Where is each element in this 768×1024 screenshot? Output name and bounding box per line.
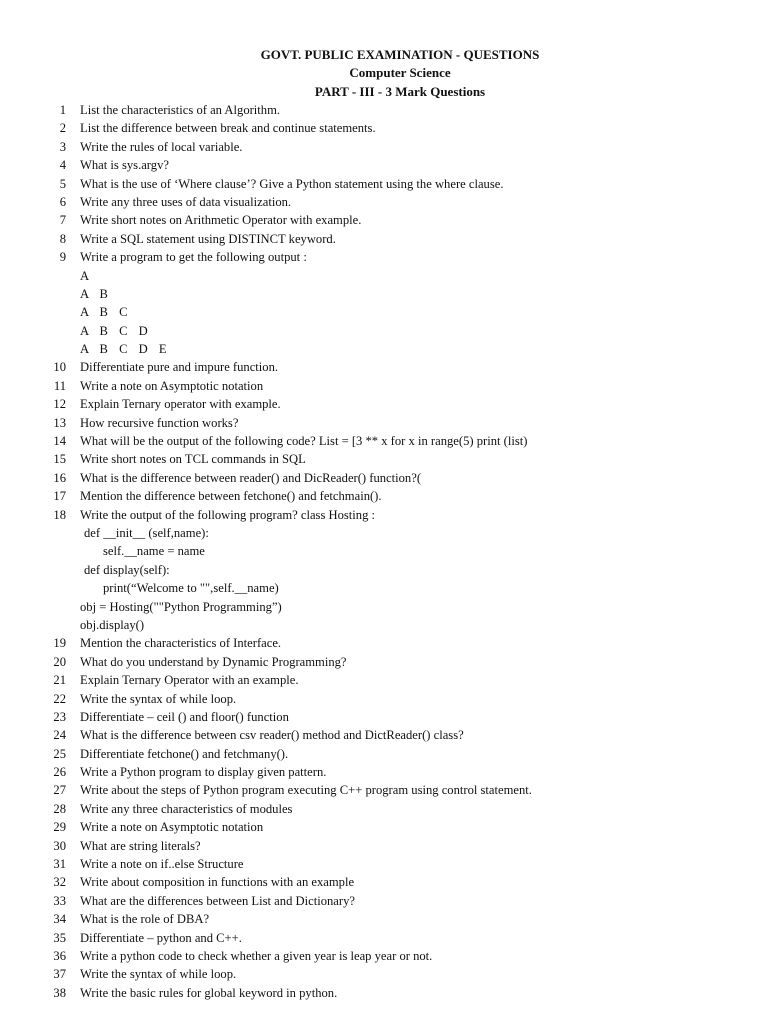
question-item <box>0 414 768 432</box>
code-text: print(“Welcome to "",self.__name) <box>103 581 279 596</box>
question-text: List the characteristics of an Algorithm. <box>80 103 281 117</box>
question-text: Write a note on Asymptotic notation <box>80 820 264 835</box>
question-item <box>0 818 768 836</box>
question-item <box>0 726 768 744</box>
question-number: 1 <box>59 103 66 117</box>
question-item <box>0 910 768 928</box>
pattern-line <box>0 322 768 340</box>
question-text: What is sys.argv? <box>80 158 169 173</box>
question-number: 13 <box>53 415 66 430</box>
pattern-line <box>0 340 768 358</box>
question-number: 29 <box>53 820 66 835</box>
question-text: What is the difference between csv reader() method and DictReader() class? <box>80 728 464 743</box>
question-item <box>0 377 768 395</box>
question-text: Write the syntax of while loop. <box>80 967 237 982</box>
question-number: 24 <box>53 728 66 743</box>
question-text: What are the differences between List and Dictionary? <box>80 893 355 908</box>
pattern-line <box>0 285 768 303</box>
paper-subject: Computer Science <box>349 65 451 81</box>
question-number: 23 <box>53 709 66 724</box>
question-number: 8 <box>59 231 66 246</box>
question-item <box>0 156 768 174</box>
question-item <box>0 395 768 413</box>
question-text: Mention the difference between fetchone() and fetchmain(). <box>80 489 382 504</box>
question-item <box>0 193 768 211</box>
question-item <box>0 763 768 781</box>
question-text: What is the use of ‘Where clause’? Give a Python statement using the where clause. <box>80 176 504 191</box>
question-item <box>0 469 768 487</box>
question-number: 16 <box>53 470 66 485</box>
question-number: 5 <box>59 176 66 191</box>
question-text: Explain Ternary Operator with an example. <box>80 673 299 688</box>
question-text: Write short notes on TCL commands in SQL <box>80 452 306 467</box>
question-number: 31 <box>53 857 66 872</box>
question-number: 12 <box>53 397 66 412</box>
question-item <box>0 690 768 708</box>
question-text: Write the syntax of while loop. <box>80 691 237 706</box>
question-item <box>0 947 768 965</box>
question-item <box>0 837 768 855</box>
question-number: 26 <box>53 765 66 780</box>
question-text: Write the rules of local variable. <box>80 139 243 154</box>
question-item <box>0 965 768 983</box>
question-text: What is the difference between reader() and DicReader() function?( <box>80 470 422 485</box>
pattern-line <box>0 303 768 321</box>
question-item <box>0 175 768 193</box>
question-text: Write a note on if..else Structure <box>80 857 244 872</box>
code-text: obj = Hosting(""Python Programming”) <box>80 599 282 614</box>
question-item <box>0 855 768 873</box>
question-number: 27 <box>53 783 66 798</box>
question-text: What are string literals? <box>80 838 201 853</box>
code-line <box>0 542 768 560</box>
question-text: Mention the characteristics of Interface. <box>80 636 282 651</box>
question-number: 11 <box>53 378 66 393</box>
question-number: 15 <box>53 452 66 467</box>
question-item <box>0 708 768 726</box>
code-line <box>0 598 768 616</box>
question-text: Write the basic rules for global keyword in python. <box>80 985 338 1000</box>
question-item <box>0 358 768 376</box>
question-text: Write a SQL statement using DISTINCT keyword. <box>80 231 336 246</box>
code-line <box>0 561 768 579</box>
question-number: 18 <box>53 507 66 522</box>
question-number: 25 <box>53 746 66 761</box>
question-item <box>0 101 768 119</box>
question-number: 19 <box>53 636 66 651</box>
question-item <box>0 873 768 891</box>
question-number: 33 <box>53 893 66 908</box>
question-list <box>0 101 768 1002</box>
question-item <box>0 745 768 763</box>
question-text: What will be the output of the following code? List = [3 ** x for x in range(5) print (list) <box>80 434 528 449</box>
code-text: self.__name = name <box>103 544 205 559</box>
question-item <box>0 119 768 137</box>
question-number: 10 <box>53 360 66 375</box>
pattern-line <box>0 267 768 285</box>
question-item <box>0 450 768 468</box>
question-number: 21 <box>53 673 66 688</box>
question-number: 6 <box>59 194 66 209</box>
code-line <box>0 616 768 634</box>
question-text: What do you understand by Dynamic Programming? <box>80 654 347 669</box>
question-number: 17 <box>53 489 66 504</box>
question-text: Write short notes on Arithmetic Operator with example. <box>80 213 362 228</box>
question-number: 3 <box>59 139 66 154</box>
question-text: List the difference between break and continue statements. <box>80 121 376 136</box>
question-text: Explain Ternary operator with example. <box>80 397 281 412</box>
question-item <box>0 506 768 524</box>
question-text: Write about the steps of Python program executing C++ program using control statement. <box>80 783 532 798</box>
question-text: Write the output of the following program? class Hosting : <box>80 507 376 522</box>
question-text: Write a note on Asymptotic notation <box>80 378 264 393</box>
question-number: 4 <box>59 158 66 173</box>
question-number: 20 <box>53 654 66 669</box>
question-number: 14 <box>53 434 66 449</box>
question-item <box>0 929 768 947</box>
paper-part: PART - III - 3 Mark Questions <box>314 83 486 99</box>
paper-header <box>0 46 768 101</box>
question-item <box>0 487 768 505</box>
question-text: Write a Python program to display given pattern. <box>80 765 327 780</box>
question-item <box>0 653 768 671</box>
question-text: Differentiate fetchone() and fetchmany(). <box>80 746 289 761</box>
question-number: 34 <box>53 912 66 927</box>
pattern-text: A B C D E <box>80 342 171 357</box>
question-number: 37 <box>53 967 66 982</box>
paper-title: GOVT. PUBLIC EXAMINATION - QUESTIONS <box>260 47 540 62</box>
question-text: Differentiate – ceil () and floor() function <box>80 709 289 724</box>
question-text: What is the role of DBA? <box>80 912 210 927</box>
code-line <box>0 524 768 542</box>
code-text: def display(self): <box>84 562 170 577</box>
question-text: How recursive function works? <box>80 415 239 430</box>
question-item <box>0 138 768 156</box>
question-item <box>0 984 768 1002</box>
question-number: 2 <box>59 121 66 136</box>
question-number: 32 <box>53 875 66 890</box>
question-item <box>0 248 768 266</box>
pattern-text: A B C <box>80 305 132 320</box>
question-number: 30 <box>53 838 66 853</box>
code-text: def __init__ (self,name): <box>84 525 209 540</box>
question-text: Write any three uses of data visualization. <box>80 194 292 209</box>
question-item <box>0 211 768 229</box>
question-item <box>0 781 768 799</box>
question-text: Write about composition in functions with an example <box>80 875 355 890</box>
question-item <box>0 892 768 910</box>
pattern-text: A B C D <box>80 323 152 338</box>
question-item <box>0 230 768 248</box>
question-text: Differentiate pure and impure function. <box>80 360 279 375</box>
question-item <box>0 800 768 818</box>
question-text: Write any three characteristics of modules <box>80 801 293 816</box>
code-text: obj.display() <box>80 617 145 632</box>
pattern-text: A B <box>80 286 112 301</box>
question-number: 35 <box>53 930 66 945</box>
question-text: Write a python code to check whether a given year is leap year or not. <box>80 948 433 963</box>
question-item <box>0 671 768 689</box>
question-item <box>0 432 768 450</box>
code-line <box>0 579 768 597</box>
question-number: 7 <box>59 213 66 228</box>
question-item <box>0 634 768 652</box>
question-number: 38 <box>53 985 66 1000</box>
question-number: 22 <box>53 691 66 706</box>
question-number: 28 <box>53 801 66 816</box>
pattern-text: A <box>80 268 94 283</box>
question-text: Differentiate – python and C++. <box>80 930 242 945</box>
question-number: 36 <box>53 948 66 963</box>
question-number: 9 <box>59 250 66 265</box>
question-text: Write a program to get the following output : <box>80 250 307 265</box>
